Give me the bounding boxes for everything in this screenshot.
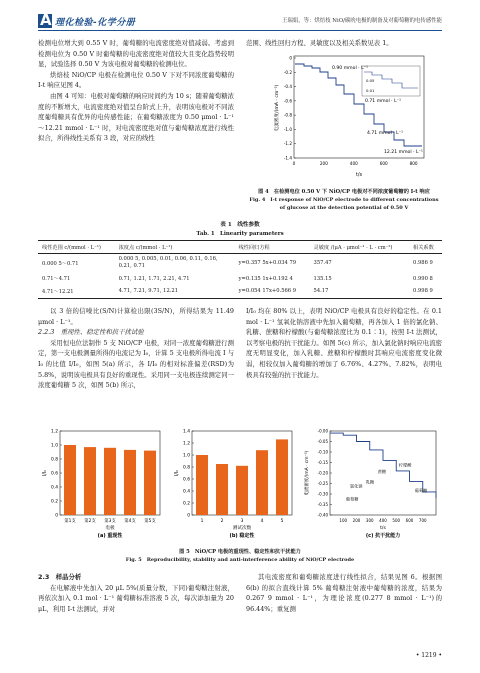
fig4-xtick-label: 400 (349, 161, 358, 166)
bar (144, 451, 156, 515)
y-tick-label: 1.2 (183, 441, 190, 447)
fig4-xtick-label: 600 (379, 161, 388, 166)
fig4-ytick-label: -0.8 (283, 112, 292, 118)
annotation-label: 葡萄糖 (345, 496, 359, 502)
y-tick-label: 0 (187, 513, 190, 519)
y-tick-label: 1.4 (183, 429, 190, 435)
paragraph: 在电解液中先加入 20 μL 5%(质量分数，下同)葡萄糖注射液，再依次加入 0.1 mol · L⁻¹ 葡萄糖标准溶液 5 次，每次添加量为 20 μL，利用 I-t 法测试，并对 (38, 583, 234, 613)
fig5a-chart (38, 425, 166, 545)
fig4-caption-en-2: of glucose at the detection potential of 0.50 V (279, 205, 409, 211)
y-tick-label: 0.4 (51, 485, 58, 491)
table-header-cell: 灵敏度 /(μA · μmol⁻¹ · L · cm⁻²) (313, 244, 393, 251)
fig4-ytick-label: -1.2 (283, 141, 292, 147)
table-row (38, 254, 442, 273)
x-axis-label: 电极 (105, 526, 115, 531)
annotation-label: 氯化钠 (349, 483, 363, 489)
table-cell: 0.990 8 (413, 275, 433, 282)
y-tick-label: -0.20 (317, 470, 328, 476)
bar (84, 447, 96, 515)
annotation-label: 葡萄糖 (414, 487, 428, 493)
annotation-label: 柠檬酸 (398, 462, 412, 468)
x-tick-label: 500 (392, 518, 401, 523)
table1-title-zh: 表 1 线性参数 (220, 222, 260, 228)
left-column-mid (38, 306, 234, 391)
left-column-top (38, 38, 234, 144)
fig4-ylabel: 电流密度/(mA · cm⁻²) (275, 84, 280, 132)
fig4-caption-zh: 图 4 在检测电位 0.50 V 下 NiO/CP 电极对不同浓度葡萄糖的 I-t 响应 (258, 189, 430, 195)
x-tick-label: 第1支 (64, 519, 76, 524)
fig4-chart (272, 52, 432, 182)
table-cell: 0.998 9 (413, 288, 433, 295)
x-tick-label: 300 (365, 518, 374, 523)
fig5c-chart (302, 425, 442, 545)
table-header-cell: 线性回归方程 (238, 244, 270, 251)
bar (64, 445, 76, 515)
fig4-ytick-label: -1.4 (283, 155, 292, 161)
y-tick-label: 0.4 (183, 489, 190, 495)
table-cell: y=0.054 17x+0.566 9 (238, 288, 297, 295)
bar (104, 448, 116, 515)
subsection-heading: 2.2.3 重现性、稳定性和抗干扰试验 (38, 328, 144, 337)
fig4-ytick-label: -0.4 (283, 84, 292, 90)
table-row (38, 272, 442, 285)
y-tick-label: -0.35 (317, 502, 328, 507)
table-cell: 135.15 (313, 275, 332, 282)
fig4-annot: 4.71 mmol · L⁻¹ (367, 131, 403, 136)
annotation-label: 蔗糖 (377, 469, 387, 474)
paragraph: 检测电位增大到 0.55 V 时，葡萄糖的电流密度绝对值减弱。考虑到检测电位为 0.50 V 时葡萄糖的电流密度绝对值较大且变化趋势较明显，试验选择 0.50 V 为该电极对葡萄糖的检测电位。 (38, 39, 234, 69)
y-tick-label: 0.2 (183, 501, 190, 507)
panel-label: (c) 抗干扰能力 (365, 533, 401, 539)
running-head: 王瑞娟，等：烘焙枝 NiO/碳吮电极的制备及对葡萄糖的电传感性能 (282, 18, 442, 24)
y-tick-label: 0.8 (51, 457, 58, 463)
fig4-xtick-label: 0 (292, 161, 296, 166)
x-tick-label: 第2支 (84, 519, 96, 524)
x-tick-label: 700 (418, 518, 427, 523)
table-cell: y=0.135 1x+0.192 4 (238, 275, 293, 282)
bar (236, 466, 248, 515)
right-column-top: 范围、线性回归方程、灵敏度以及相关系数见表 1。 (246, 39, 393, 47)
y-tick-label: -0.15 (317, 460, 328, 465)
header-rule (38, 30, 442, 31)
paragraph: 由图 4 可知：电极对葡萄糖的响应时间约为 10 s；随着葡萄糖浓度的不断增大，电流密度绝对值呈台阶式上升，表明该电极对不同浓度葡萄糖具有优异的电传感性能；在葡萄糖浓度为 0.50 μmol · L⁻¹～12.21 mmol · L⁻¹ 时，对电流密度绝对值与葡萄糖浓度进行线性拟合，所得线性关系有 3 段，对应的线性 (38, 91, 234, 143)
table1-title-en: Tab. 1 Linearity parameters (196, 231, 284, 237)
y-tick-label: 0.6 (51, 471, 58, 477)
panel-label: (a) 重现性 (97, 533, 123, 539)
y-tick-label: 0.6 (183, 477, 190, 483)
section-heading: 2.3 样品分析 (38, 573, 82, 581)
bar (216, 464, 228, 515)
y-axis-label: I/I₀ (43, 469, 48, 477)
x-tick-label: 4 (260, 519, 264, 524)
table-header-row (38, 241, 442, 254)
fig4-xtick-label: 200 (319, 161, 328, 166)
fig4-ytick-label: -1.0 (283, 126, 292, 132)
table-cell: 0.71, 1.21, 1.71, 2.21, 4.71 (118, 275, 190, 282)
fig5-caption-zh: 图 5 NiO/CP 电极的重现性、稳定性和抗干扰能力 (179, 549, 301, 555)
section-2-3-left (38, 572, 234, 614)
fig4-xtick-label: 800 (409, 161, 418, 166)
table-row (38, 285, 442, 298)
x-tick-label: 2 (220, 519, 224, 524)
fig4-inset-annot: 0.01 (366, 88, 375, 93)
x-tick-label: 第5支 (144, 519, 156, 524)
fig4-x-ticks (293, 161, 418, 166)
x-tick-label: 第3支 (104, 519, 116, 524)
y-axis-label: 电流密度/(mA · cm⁻²) (305, 450, 310, 496)
paragraph: 以 3 倍的信噪比(S/N)计算检出限(3S/N)，所得结果为 11.49 μmol · L⁻¹。 (38, 307, 234, 326)
fig4-annot: 0.71 mmol · L⁻¹ (365, 99, 401, 104)
fig4-ytick-label: -0.2 (283, 69, 292, 75)
table1 (38, 240, 442, 299)
fig4-xlabel: t/s (356, 173, 362, 178)
paragraph: 采用恒电位法制作 5 支 NiO/CP 电极，对同一浓度葡萄糖进行测定，第一支电极测量所得的电流记为 I₀，计算 5 支电极所得电流 I 与 I₀ 的比值 I/I₀，如图 5(a) 所示，各 I/I₀ 的相对标准偏差(RSD)为 5.8%，说明该电极具有良好的重现性。采用同一支电极连续测定同一浓度葡萄糖 5 次，如图 5(b) 所示， (38, 338, 234, 390)
bar (276, 439, 288, 515)
journal-title: 理化检验-化学分册 (55, 18, 136, 28)
x-axis-label: t/s (380, 526, 386, 531)
x-tick-label: 600 (405, 518, 414, 523)
x-tick-label: 1 (200, 519, 204, 524)
table-cell: 4.71, 7.21, 9.71, 12.21 (118, 288, 179, 295)
table-cell: 357.47 (313, 260, 332, 266)
x-tick-label: 第4支 (124, 519, 136, 524)
y-tick-label: 1.0 (183, 453, 190, 459)
y-tick-label: 0.2 (51, 499, 58, 505)
table-header-cell: 浓度点 c/(mmol · L⁻¹) (118, 244, 173, 251)
bar (196, 455, 208, 515)
y-tick-label: 0 (55, 513, 58, 519)
fig4-annot: 12.21 mmol · L⁻¹ (384, 150, 423, 155)
fig4-inset-annot: 0.05 (366, 78, 375, 83)
y-tick-label: -0.40 (317, 512, 328, 518)
x-tick-label: 200 (352, 518, 361, 523)
page-number: • 1219 • (415, 652, 442, 659)
panel-label: (b) 稳定性 (229, 533, 255, 539)
annotation-label: 乳糖 (365, 479, 375, 485)
y-tick-label: 1.0 (51, 443, 58, 449)
table-cell: y=0.357 5x+0.034 79 (238, 260, 297, 266)
y-tick-label: -0.00 (317, 428, 328, 434)
fig4-ytick-label: 0 (289, 55, 292, 61)
right-column-mid: I/I₀ 均在 80% 以上，表明 NiO/CP 电极具有良好的稳定性。在 0.1 mol · L⁻¹ 氢氧化钠溶液中先加入葡萄糖，再各加入 1 倍的氯化钠、乳糖、蔗糖和柠檬酸(与葡萄糖浓度比为 0.1∶1)，按照 I-t 法测试，以考察电极的抗干扰能力。如图 5(c) 所示，加入氯化钠时响应电流密度无明显变化，加入乳糖、蔗糖和柠檬酸时其响应电流密度变化微弱，相较仅加入葡萄糖的增加了 6.76%、4.27%、7.82%，表明电极具有较强的抗干扰能力。 (246, 307, 442, 379)
x-tick-label: 100 (339, 518, 348, 523)
table-cell: 0.000 5, 0.005, 0.01, 0.06, 0.11, 0.16, 0.21, 0.71 (118, 256, 218, 269)
fig5-caption-en: Fig. 5 Reproducibility, stability and anti-interference ability of NiO/CP electrode (125, 557, 355, 563)
fig4-annot: 0.90 mmol · L⁻¹ (332, 66, 368, 71)
bar (256, 450, 268, 515)
y-tick-label: 1.2 (51, 429, 58, 435)
x-tick-label: 400 (379, 518, 387, 523)
table-header-cell: 相关系数 (413, 244, 434, 251)
table-cell: 4.71～12.21 (42, 288, 74, 295)
table-cell: 0.000 5～0.71 (42, 260, 79, 267)
table-header-cell: 线性范围 c/(mmol · L⁻¹) (42, 244, 101, 251)
table-cell: 0.71～4.71 (42, 276, 71, 282)
y-tick-label: 0.8 (183, 465, 190, 471)
bar (124, 450, 136, 515)
x-tick-label: 5 (280, 519, 284, 524)
fig4-ytick-label: -0.6 (283, 98, 292, 104)
fig4-caption-en-1: Fig. 4 I-t response of NiO/CP electrode to different concentrations (249, 197, 439, 203)
y-tick-label: -0.30 (317, 491, 328, 497)
x-axis-label: 测试次数 (232, 526, 252, 531)
y-tick-label: -0.10 (317, 449, 328, 455)
table-cell: 0.986 9 (413, 260, 433, 266)
y-tick-label: -0.25 (317, 481, 328, 486)
y-axis-label: I/I₀ (175, 469, 180, 477)
journal-logo-letter: A (40, 11, 52, 29)
fig5b-chart (170, 425, 298, 545)
paragraph: 烘焙枝 NiO/CP 电极在检测电位 0.50 V 下对不同浓度葡萄糖的 I-t 响应见图 4。 (38, 70, 234, 90)
section-2-3-right: 其电流密度和葡萄糖浓度进行线性拟合，结果见图 6。根据图 6(b) 的拟合直线计算 5% 葡萄糖注射液中葡萄糖的浓度，结果为 0.267 9 mmol · L⁻¹，为理论浓度(0.277 8 mmol · L⁻¹)的 96.44%；重复测 (246, 573, 442, 613)
table-cell: 54.17 (313, 288, 329, 295)
x-tick-label: 3 (240, 519, 244, 524)
y-tick-label: -0.05 (317, 439, 328, 444)
